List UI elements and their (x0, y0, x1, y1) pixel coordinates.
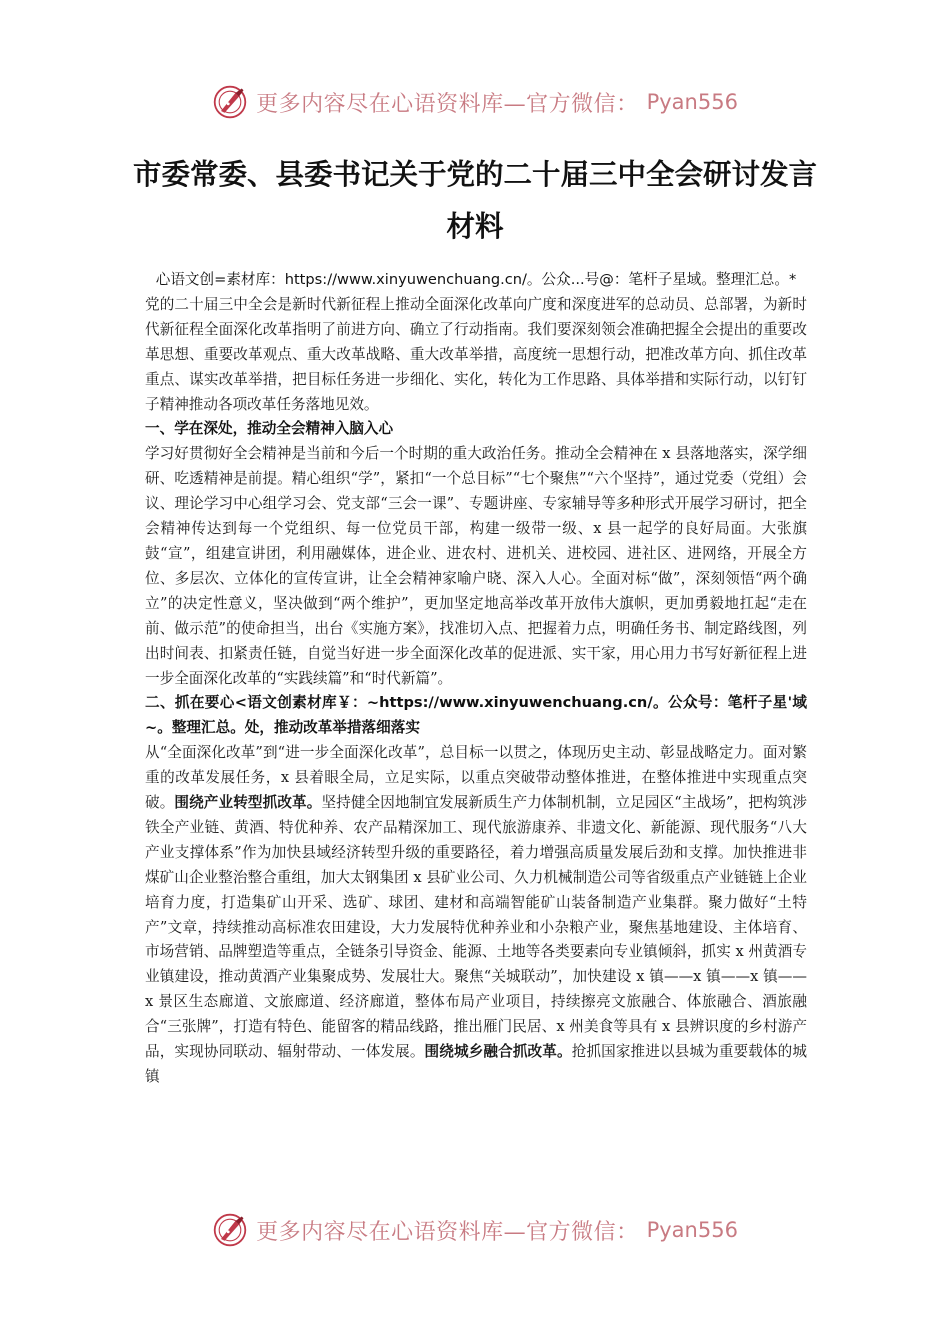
wechat-handle: Pyan556 (646, 90, 738, 114)
wechat-handle: Pyan556 (646, 1218, 738, 1242)
footer-watermark-banner (0, 1210, 950, 1250)
pen-nib-logo-icon (212, 1212, 248, 1248)
pen-nib-logo-icon (212, 84, 248, 120)
section-2-heading: 二、抓在要心<语文创素材库￥：~https://www.xinyuwenchuang.cn/。公众号：笔杆子星'域~。整理汇总。处，推动改革举措落细落实 (145, 694, 807, 737)
banner-text: 更多内容尽在心语资料库—官方微信： (256, 1219, 639, 1245)
banner-text: 更多内容尽在心语资料库—官方微信： (256, 91, 639, 117)
intro-paragraph: 党的二十届三中全会是新时代新征程上推动全面深化改革向广度和深度进军的总动员、总部署，为新时代新征程全面深化改革指明了前进方向、确立了行动指南。我们要深刻领会准确把握全会提出的重要改革思想、重要改革观点、重大改革战略、重大改革举措，高度统一思想行动，把准改革方向、抓住改革重点、谋实改革举措，把目标任务进一步细化、实化，转化为工作思路、具体举措和实际行动，以钉钉子精神推动各项改革任务落地见效。 (145, 295, 807, 413)
document-title: 市委常委、县委书记关于党的二十届三中全会研讨发言材料 (132, 157, 817, 243)
section-1-paragraph: 学习好贯彻好全会精神是当前和今后一个时期的重大政治任务。推动全会精神在 x 县落地落实，深学细研、吃透精神是前提。精心组织“学”，紧扣“一个总目标”“七个聚焦”“六个坚持”，通过党委（党组）会议、理论学习中心组学习会、党支部“三会一课”、专题讲座、专家辅导等多种形式开展学习研讨，把全会精神传达到每一个党组织、每一位党员干部，构建一级带一级、x 县一起学的良好局面。大张旗鼓“宣”，组建宣讲团，利用融媒体，进企业、进农村、进机关、进校园、进社区、进网络，开展全方位、多层次、立体化的宣传宣讲，让全会精神家喻户晓、深入人心。全面对标“做”，深刻领悟“两个确立”的决定性意义，坚决做到“两个维护”，更加坚定地高举改革开放伟大旗帜，更加勇毅地扛起“走在前、做示范”的使命担当，出台《实施方案》，找准切入点、把握着力点，明确任务书、制定路线图，列出时间表、扣紧责任链，自觉当好进一步全面深化改革的促进派、实干家，用心用力书写好新征程上进一步全面深化改革的“实践续篇”和“时代新篇”。 (145, 445, 807, 687)
section-2-text-1: 从“全面深化改革”到“进一步全面深化改革”，总目标一以贯之，体现历史主动、彰显战略定力。面对繁重的改革发展任务，x 县着眼全局，立足实际，以重点突破带动整体推进，在整体推进中实现重点突破。 (145, 744, 807, 812)
industrial-transformation-lead: 围绕产业转型抓改革。 (174, 794, 322, 812)
urban-rural-integration-lead: 围绕城乡融合抓改革。 (424, 1043, 572, 1061)
section-2-paragraph (145, 741, 807, 1090)
header-watermark-banner (0, 82, 950, 122)
section-2-text-3: 抢抓国家推进以县城为重要载体的城镇 (145, 1043, 807, 1085)
source-note: 心语文创=素材库：https://www.xinyuwenchuang.cn/。公众...号@：笔杆子星域。整理汇总。* (155, 271, 797, 288)
section-2-text-2: 坚持健全因地制宜发展新质生产力体制机制，立足园区“主战场”，把构筑涉铁全产业链、黄酒、特优种养、农产品精深加工、现代旅游康养、非遗文化、新能源、现代服务“八大产业支撑体系”作为加快县域经济转型升级的重要路径，着力增强高质量发展后劲和支撑。加快推进非煤矿山企业整治整合重组，加大太钢集团 x 县矿业公司、久力机械制造公司等省级重点产业链链上企业培育力度，打造集矿山开采、选矿、球团、建材和高端智能矿山装备制造产业集群。聚力做好“土特产”文章，持续推动高标准农田建设，大力发展特优种养业和小杂粮产业，聚焦基地建设、主体培育、市场营销、品牌塑造等重点，全链条引导资金、能源、土地等各类要素向专业镇倾斜，抓实 x 州黄酒专业镇建设，推动黄酒产业集聚成势、发展壮大。聚焦“关城联动”，加快建设 x 镇——x 镇——x 镇——x 景区生态廊道、文旅廊道、经济廊道，整体布局产业项目，持续擦亮文旅融合、体旅融合、酒旅融合“三张牌”，打造有特色、能留客的精品线路，推出雁门民居、x 州美食等具有 x 县辨识度的乡村游产品，实现协同联动、辐射带动、一体发展。 (145, 794, 807, 1061)
document-body (145, 268, 807, 1090)
section-1-heading: 一、学在深处，推动全会精神入脑入心 (145, 420, 394, 438)
